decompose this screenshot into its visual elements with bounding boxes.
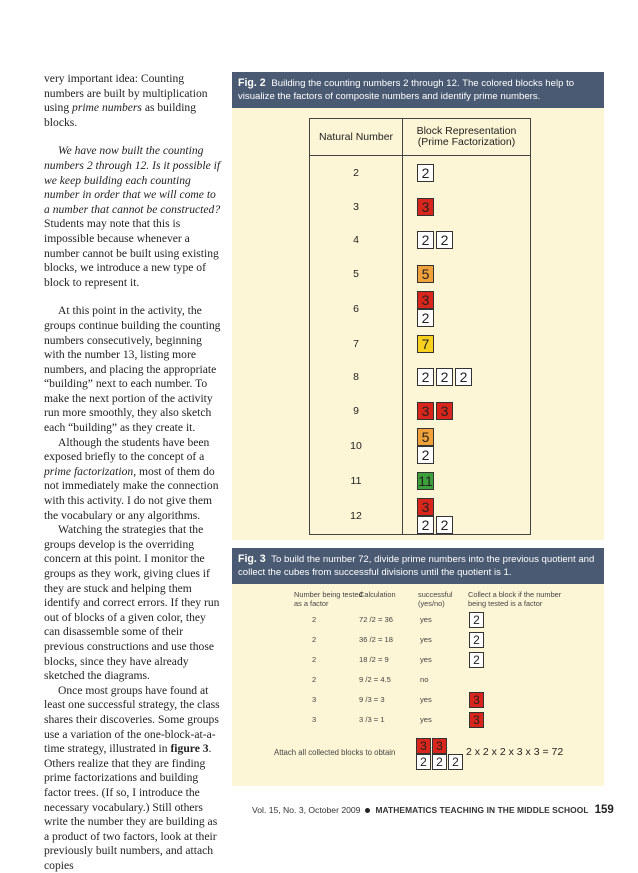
success-cell: yes (420, 695, 432, 704)
block-stack (417, 164, 436, 182)
block-stack (417, 231, 455, 249)
natural-number-cell: 7 (310, 327, 403, 361)
figure-3-caption (232, 548, 604, 584)
block-representation-cell (403, 394, 531, 428)
natural-number-cell: 5 (310, 257, 403, 291)
prime-block-2: 2 (417, 516, 434, 534)
factor-cell: 3 (312, 695, 317, 704)
prime-block-2: 2 (417, 309, 434, 327)
prime-block-7: 7 (417, 335, 434, 353)
prime-block-3: 3 (417, 402, 434, 420)
success-cell: yes (420, 715, 432, 724)
block-stack (417, 291, 436, 327)
table-row (310, 291, 531, 327)
figure-2-caption-text: Building the counting numbers 2 through 12. The colored blocks help to visualize the factors of composite numbers and identify prime numbers. (238, 78, 575, 102)
prime-block-2: 2 (436, 368, 453, 386)
block-representation-cell (403, 190, 531, 224)
prime-block-3: 3 (417, 291, 434, 309)
figure-2 (232, 72, 604, 540)
block-row (417, 198, 436, 216)
paragraph-4: Although the students have been exposed briefly to the concept of a prime factorization, most of them do not immediately make the connection with this activity. I do not give them the vocabulary or any algorithms. (44, 435, 219, 522)
paragraph-3: At this point in the activity, the groups continue building the counting numbers consecutively, beginning with the number 13, listing more numbers, and placing the appropriate “building” next to each number. To make the next portion of the activity run more smoothly, they also sketch each “building” as they create it. (44, 304, 221, 435)
figure-2-label: Fig. 2 (238, 77, 266, 89)
prime-block-2: 2 (436, 231, 453, 249)
table-row (310, 464, 531, 498)
prime-block-2: 2 (417, 368, 434, 386)
figure-2-body (232, 108, 604, 538)
footer-volume: Vol. 15, No. 3, October 2009 (252, 805, 361, 815)
block-row (417, 335, 436, 353)
article-body-column (44, 72, 222, 873)
figure-3-body (232, 584, 604, 776)
paragraph-2: We have now built the counting numbers 2 through 12. Is it possible if we keep building each counting number in order that we will come to a number that cannot be constructed? Students may note that this is impossible because whenever a number cannot be built using existing blocks, we introduce a new type of block to represent it. (44, 144, 221, 289)
block-representation-cell (403, 498, 531, 535)
prime-block-2: 2 (455, 368, 472, 386)
col-header-natural-number: Natural Number (310, 119, 403, 156)
prime-blocks-table-body (310, 156, 531, 535)
paragraph-5: Watching the strategies that the groups develop is the overriding concern at this point. I monitor the groups as they work, giving clues if they are stuck and helping them identify and correct errors. If they run out of blocks of a given color, they can disassemble some of their previous constructions and use those blocks, since they have already sketched the diagrams. (44, 523, 220, 683)
final-block-3b: 3 (432, 738, 447, 754)
calculation-cell: 9 /2 = 4.5 (359, 675, 391, 684)
block-row (417, 309, 436, 327)
col-header-factor: Number being tested as a factor (294, 590, 363, 608)
natural-number-cell: 6 (310, 291, 403, 327)
col-header-successful: successful (yes/no) (418, 590, 453, 608)
block-stack (417, 198, 436, 216)
natural-number-cell: 4 (310, 223, 403, 257)
block-row (417, 265, 436, 283)
collected-block-2: 2 (469, 632, 484, 648)
prime-blocks-table (309, 118, 531, 535)
collected-block-3: 3 (469, 692, 484, 708)
footer-journal: MATHEMATICS TEACHING IN THE MIDDLE SCHOOL (375, 805, 589, 815)
prime-block-5: 5 (417, 265, 434, 283)
figure-2-caption (232, 72, 604, 108)
block-row (417, 446, 436, 464)
block-stack (417, 335, 436, 353)
final-block-3a: 3 (416, 738, 431, 754)
table-row (310, 190, 531, 224)
success-cell: yes (420, 635, 432, 644)
factor-cell: 2 (312, 615, 317, 624)
table-row (310, 498, 531, 535)
block-row (417, 291, 436, 309)
table-row (310, 327, 531, 361)
prime-block-2: 2 (417, 164, 434, 182)
final-block-2b: 2 (432, 754, 447, 770)
collected-block-2: 2 (469, 652, 484, 668)
final-product: 2 x 2 x 2 x 3 x 3 = 72 (466, 746, 564, 758)
natural-number-cell: 10 (310, 428, 403, 464)
natural-number-cell: 3 (310, 190, 403, 224)
block-row (417, 402, 455, 420)
block-representation-cell (403, 428, 531, 464)
table-row (310, 360, 531, 394)
prime-block-2: 2 (436, 516, 453, 534)
factor-cell: 2 (312, 635, 317, 644)
prime-block-11: 11 (418, 472, 433, 489)
factor-cell: 2 (312, 655, 317, 664)
natural-number-cell: 9 (310, 394, 403, 428)
block-row (417, 472, 436, 490)
table-row (310, 394, 531, 428)
natural-number-cell: 2 (310, 156, 403, 190)
calculation-cell: 3 /3 = 1 (359, 715, 385, 724)
prime-block-3: 3 (417, 198, 434, 216)
block-representation-cell (403, 223, 531, 257)
success-cell: yes (420, 655, 432, 664)
col-header-calculation: Calculation (359, 590, 396, 599)
block-representation-cell (403, 464, 531, 498)
prime-block-2: 2 (417, 231, 434, 249)
bullet-icon (365, 808, 370, 813)
block-row (417, 231, 455, 249)
final-block-2c: 2 (448, 754, 463, 770)
block-row (417, 164, 436, 182)
calculation-cell: 9 /3 = 3 (359, 695, 385, 704)
block-stack (417, 265, 436, 283)
block-stack (417, 402, 455, 420)
natural-number-cell: 12 (310, 498, 403, 535)
success-cell: no (420, 675, 429, 684)
block-representation-cell (403, 291, 531, 327)
factor-cell: 2 (312, 675, 317, 684)
table-row (310, 257, 531, 291)
figure-3-label: Fig. 3 (238, 553, 266, 565)
success-cell: yes (420, 615, 432, 624)
prime-block-2: 2 (417, 446, 434, 464)
block-representation-cell (403, 360, 531, 394)
page-footer (252, 804, 614, 816)
prime-block-5: 5 (417, 428, 434, 446)
col-header-collect-block: Collect a block if the number being tested is a factor (468, 590, 562, 608)
paragraph-1: very important idea: Counting numbers are built by multiplication using prime numbers as building blocks. (44, 72, 208, 129)
collected-block-2: 2 (469, 612, 484, 628)
block-representation-cell (403, 257, 531, 291)
calculation-cell: 72 /2 = 36 (359, 615, 393, 624)
table-row (310, 428, 531, 464)
block-stack (417, 498, 455, 534)
table-row (310, 156, 531, 190)
page-number: 159 (594, 804, 614, 816)
block-row (417, 428, 436, 446)
figure-3 (232, 548, 604, 786)
prime-block-3: 3 (417, 498, 434, 516)
calculation-cell: 18 /2 = 9 (359, 655, 389, 664)
block-representation-cell (403, 327, 531, 361)
calculation-cell: 36 /2 = 18 (359, 635, 393, 644)
block-representation-cell (403, 156, 531, 190)
block-row (417, 498, 455, 516)
col-header-block-representation: Block Representation (Prime Factorization) (403, 119, 531, 156)
table-row (310, 223, 531, 257)
natural-number-cell: 8 (310, 360, 403, 394)
block-stack (417, 472, 436, 490)
collected-block-3: 3 (469, 712, 484, 728)
final-block-2a: 2 (416, 754, 431, 770)
block-row (417, 516, 455, 534)
natural-number-cell: 11 (310, 464, 403, 498)
factor-cell: 3 (312, 715, 317, 724)
figure-3-caption-text: To build the number 72, divide prime numbers into the previous quotient and collect the cubes from successful divisions until the quotient is 1. (238, 554, 595, 578)
block-stack (417, 368, 474, 386)
block-row (417, 368, 474, 386)
attach-blocks-label: Attach all collected blocks to obtain (274, 748, 396, 757)
block-stack (417, 428, 436, 464)
paragraph-6: Once most groups have found at least one successful strategy, the class shares their discoveries. Some groups use a variation of the one-block-at-a-time strategy, illustrated in figure 3. Others realize that they are finding prime factorizations and building factor trees. (If so, I introduce the necessary vocabulary.) Still others write the number they are building as a product of two factors, look at their previously built numbers, and attach copies (44, 683, 220, 872)
prime-block-3: 3 (436, 402, 453, 420)
